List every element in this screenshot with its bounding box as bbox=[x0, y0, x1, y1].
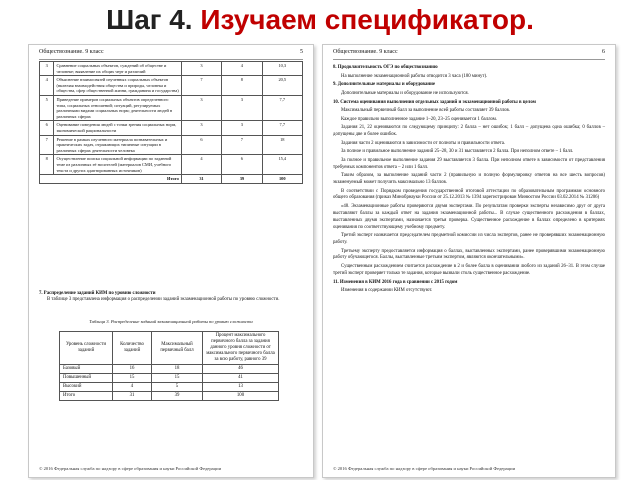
body-paragraph: Третий эксперт назначается председателем предметной комиссии из числа экспертов, ранее не проверявших экзаменационную работу. bbox=[333, 233, 605, 246]
slide-title bbox=[0, 0, 640, 40]
difficulty-header-count: Количество заданий bbox=[113, 332, 152, 365]
skills-row-max-score: 3 bbox=[222, 95, 262, 120]
body-paragraph: Задания части 2 оцениваются в зависимости от полноты и правильности ответа. bbox=[341, 140, 506, 146]
difficulty-count: 31 bbox=[113, 392, 152, 401]
section-7-text: В таблице 3 представлена информация о распределении заданий экзаменационной работы по уровню сложности. bbox=[47, 296, 280, 302]
skills-row-number: 5 bbox=[40, 95, 54, 120]
difficulty-percent: 100 bbox=[203, 392, 279, 401]
difficulty-header-level: Уровень сложности заданий bbox=[60, 332, 113, 365]
skills-table-row bbox=[40, 76, 303, 96]
left-page-header bbox=[39, 49, 303, 60]
section-heading: 9. Дополнительные материалы и оборудование bbox=[333, 82, 436, 88]
skills-row-number: 7 bbox=[40, 135, 54, 155]
body-paragraph: «48. Экзаменационные работы проверяются двумя экспертами. По результатам проверки эксперты независимо друг от друга выставляют баллы за каждый ответ на задания экзаменационной работы... В случае существенного расхождения в баллах, выставленных двумя экспертами, назначается третья проверка. Существенное расхождение в баллах определено в критериях оценивания по соответствующему учебному предмету. bbox=[333, 203, 605, 230]
difficulty-table-header bbox=[60, 332, 279, 365]
skills-table-row bbox=[40, 121, 303, 135]
skills-row-percent: 7,7 bbox=[262, 95, 302, 120]
right-page-footer: © 2016 Федеральная служба по надзору в сфере образования и науки Российской Федерации bbox=[333, 466, 516, 471]
skills-row-description: Решение в рамках изученного материала познавательных и практических задач, отражающих типичные ситуации в различных сферах деятельности человека bbox=[54, 135, 181, 155]
skills-row-max-score: 8 bbox=[222, 76, 262, 96]
skills-table-row bbox=[40, 135, 303, 155]
difficulty-table-row bbox=[60, 365, 279, 374]
skills-total-label: Итого bbox=[40, 175, 182, 184]
difficulty-table bbox=[59, 331, 279, 401]
skills-row-percent: 15,4 bbox=[262, 155, 302, 175]
skills-row-percent: 10,3 bbox=[262, 62, 302, 76]
body-paragraph: Таким образом, за выполнение заданий части 2 (правильную и полную формулировку ответов на все шесть вопросов) экзаменуемый может получить максимально 13 баллов. bbox=[333, 173, 605, 186]
right-page-body bbox=[333, 63, 605, 297]
difficulty-table-row bbox=[60, 383, 279, 392]
skills-row-tasks: 3 bbox=[181, 121, 221, 135]
right-page-header bbox=[333, 49, 605, 60]
difficulty-percent: 46 bbox=[203, 365, 279, 374]
difficulty-table-total-row bbox=[60, 392, 279, 401]
skills-row-description: Осуществление поиска социальной информации по заданной теме из различных её носителей (материалов СМИ, учебного текста и других адаптированных источников) bbox=[54, 155, 181, 175]
skills-row-description: Сравнение социальных объектов, суждений об обществе и человеке; выявление их общих черт и различий bbox=[54, 62, 181, 76]
difficulty-max-score: 15 bbox=[152, 374, 203, 383]
skills-row-number: 8 bbox=[40, 155, 54, 175]
skills-row-max-score: 6 bbox=[222, 155, 262, 175]
body-paragraph: За полное и правильное выполнение задания 29 выставляется 3 балла. При неполном ответе в зависимости от представления требуемых компонентов ответа – 2 или 1 балл. bbox=[333, 157, 605, 170]
section-heading: 10. Система оценивания выполнения отдельных заданий и экзаменационной работы в целом bbox=[333, 99, 536, 105]
skills-row-description: Приведение примеров социальных объектов определенного типа, социальных отношений; ситуаций, регулируемых различными видами социальных норм; деятельности людей в различных сферах bbox=[54, 95, 181, 120]
body-paragraph: Изменения в содержании КИМ отсутствуют. bbox=[341, 288, 433, 294]
body-paragraph: В соответствии с Порядком проведения государственной итоговой аттестации по образовательным программам основного общего образования (приказ Минобрнауки России от 25.12.2013 № 1394 зарегистрирован Минюстом России 03.02.2014 № 31206) bbox=[333, 188, 605, 201]
section-heading: 8. Продолжительность ОГЭ по обществознанию bbox=[333, 65, 438, 70]
skills-row-max-score: 7 bbox=[222, 135, 262, 155]
skills-table-row bbox=[40, 155, 303, 175]
difficulty-level: Базовый bbox=[60, 365, 113, 374]
skills-row-tasks: 6 bbox=[181, 135, 221, 155]
left-document-page bbox=[28, 44, 314, 478]
skills-row-max-score: 3 bbox=[222, 121, 262, 135]
difficulty-table-row bbox=[60, 374, 279, 383]
skills-total-percent: 100 bbox=[262, 175, 302, 184]
skills-row-percent: 18 bbox=[262, 135, 302, 155]
body-paragraph: Каждое правильно выполненное задание 1–20, 23–25 оценивается 1 баллом. bbox=[341, 116, 498, 122]
body-paragraph: Максимальный первичный балл за выполнение всей работы составляет 39 баллов. bbox=[341, 108, 510, 114]
skills-row-number: 6 bbox=[40, 121, 54, 135]
body-paragraph: На выполнение экзаменационной работы отводится 3 часа (180 минут). bbox=[341, 73, 488, 79]
skills-row-tasks: 3 bbox=[181, 95, 221, 120]
difficulty-header-pct: Процент максимального первичного балла за задания данного уровня сложности от максимального первичного балла за всю работу, равного 39 bbox=[203, 332, 279, 365]
difficulty-count: 15 bbox=[113, 374, 152, 383]
difficulty-max-score: 5 bbox=[152, 383, 203, 392]
skills-total-tasks: 31 bbox=[181, 175, 221, 184]
skills-table-row bbox=[40, 95, 303, 120]
difficulty-percent: 13 bbox=[203, 383, 279, 392]
skills-distribution-table bbox=[39, 61, 303, 184]
right-page-header-title: Обществознание. 9 класс bbox=[333, 49, 398, 55]
right-document-page bbox=[322, 44, 616, 478]
skills-row-description: Объяснение взаимосвязей изученных социальных объектов (включая взаимодействия общества и природы, человека и общества, сфер общественной жизни, гражданина и государства) bbox=[54, 76, 181, 96]
skills-row-percent: 7,7 bbox=[262, 121, 302, 135]
body-paragraph: Задания 21, 22 оцениваются по следующему принципу: 2 балла – нет ошибок; 1 балл – допущена одна ошибка; 0 баллов – допущены две и более ошибок. bbox=[333, 125, 605, 138]
difficulty-level: Итого bbox=[60, 392, 113, 401]
difficulty-level: Повышенный bbox=[60, 374, 113, 383]
section-heading: 11. Изменения в КИМ 2016 года в сравнении с 2015 годом bbox=[333, 279, 458, 285]
skills-row-max-score: 4 bbox=[222, 62, 262, 76]
skills-table-total-row bbox=[40, 175, 303, 184]
difficulty-count: 16 bbox=[113, 365, 152, 374]
difficulty-max-score: 18 bbox=[152, 365, 203, 374]
skills-row-description: Оценивание поведения людей с точки зрения социальных норм, экономической рациональности bbox=[54, 121, 181, 135]
skills-table-row bbox=[40, 62, 303, 76]
body-paragraph: Дополнительные материалы и оборудование не используются. bbox=[341, 90, 469, 96]
difficulty-count: 4 bbox=[113, 383, 152, 392]
slide-title-highlight: Изучаем спецификатор. bbox=[200, 4, 534, 35]
skills-row-number: 3 bbox=[40, 62, 54, 76]
skills-row-tasks: 4 bbox=[181, 155, 221, 175]
difficulty-level: Высокий bbox=[60, 383, 113, 392]
table-3-caption: Таблица 3. Распределение заданий экзаменационной работы по уровню сложности bbox=[89, 319, 253, 324]
body-paragraph: Существенным расхождением считается расхождение в 2 и более балла в оценивании любого из заданий 26–31. В этом случае третий эксперт проверяет только те задания, которые вызвали столь существенное расхождение. bbox=[333, 263, 605, 276]
slide-title-lead: Шаг 4. bbox=[106, 4, 193, 35]
difficulty-header-max: Максимальный первичный балл bbox=[152, 332, 203, 365]
section-7-heading: 7. Распределение заданий КИМ по уровню сложности bbox=[39, 291, 156, 296]
body-paragraph: Третьему эксперту предоставляется информация о баллах, выставленных экспертами, ранее проверявшими экзаменационную работу обучающегося. Баллы, выставленные третьим экспертом, являются окончательными». bbox=[333, 248, 605, 261]
skills-row-tasks: 3 bbox=[181, 62, 221, 76]
skills-total-max-score: 39 bbox=[222, 175, 262, 184]
difficulty-percent: 41 bbox=[203, 374, 279, 383]
skills-row-tasks: 7 bbox=[181, 76, 221, 96]
left-page-footer: © 2016 Федеральная служба по надзору в сфере образования и науки Российской Федерации bbox=[39, 466, 222, 471]
skills-row-percent: 20,5 bbox=[262, 76, 302, 96]
left-page-header-title: Обществознание. 9 класс bbox=[39, 49, 104, 55]
left-page-number: 5 bbox=[300, 49, 303, 55]
section-7 bbox=[39, 291, 303, 302]
right-page-number: 6 bbox=[602, 49, 605, 55]
body-paragraph: За полное и правильное выполнение заданий 25–28, 30 и 31 выставляется 2 балла. При неполном ответе – 1 балл. bbox=[341, 149, 574, 155]
skills-row-number: 4 bbox=[40, 76, 54, 96]
difficulty-max-score: 39 bbox=[152, 392, 203, 401]
